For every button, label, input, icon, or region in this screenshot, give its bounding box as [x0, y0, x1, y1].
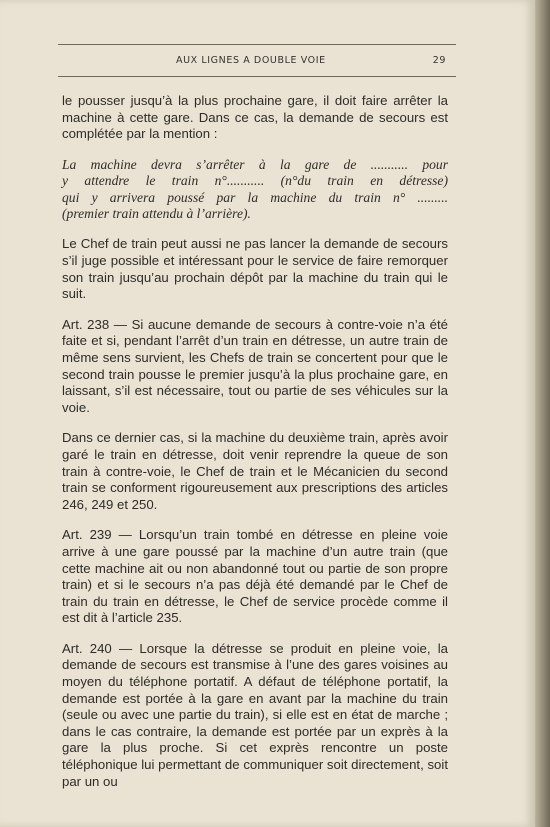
- mention-line: qui y arrivera poussé par la machine du train n° .........: [62, 189, 448, 205]
- paragraph-art-238: Art. 238 — Si aucune demande de secours à contre-voie n’a été faite et si, pendant l’arrêt d’un train en détresse, un autre train de même sens survient, les Chefs de train se concertent pour que le second train pousse le premier jusqu’à la plus prochaine gare, en laissant, s’il est nécessaire, tout ou partie de ses véhicules sur la voie.: [62, 316, 448, 415]
- italic-mention: [62, 157, 448, 223]
- paragraph-art-239: Art. 239 — Lorsqu’un train tombé en détresse en pleine voie arrive à une gare poussé par la machine d’un autre train (que cette machine ait ou non abandonné tout ou partie de son propre train) et si le secours n’a pas déjà été demandé par le Chef de train du train en détresse, le Chef de service procède comme il est dit à l’article 235.: [62, 527, 448, 626]
- paragraph: Dans ce dernier cas, si la machine du deuxième train, après avoir garé le train en détresse, doit venir reprendre la queue de son train à contre-voie, le Chef de train et le Mécanicien du second train se conforment rigoureusement aux prescriptions des articles 246, 249 et 250.: [62, 430, 448, 512]
- paragraph: Le Chef de train peut aussi ne pas lancer la demande de secours s’il juge possible et intéressant pour le service de faire remorquer son train jusqu’au prochain dépôt par la machine du train qui le suit.: [62, 236, 448, 302]
- mention-line: y attendre le train n°........... (n°du train en détresse): [62, 173, 448, 189]
- page-edge: [535, 0, 550, 827]
- header-rule-top: [58, 44, 456, 45]
- running-header: [58, 53, 456, 69]
- mention-line: (premier train attendu à l’arrière).: [62, 206, 251, 221]
- page-body: [62, 93, 448, 804]
- mention-line: La machine devra s’arrêter à la gare de ........... pour: [62, 156, 448, 172]
- running-title: AUX LIGNES A DOUBLE VOIE: [176, 55, 326, 66]
- paragraph-art-240: Art. 240 — Lorsque la détresse se produit en pleine voie, la demande de secours est transmise à l’une des gares voisines au moyen du téléphone portatif. A défaut de téléphone portatif, la demande est portée à la gare en avant par la machine du train (seule ou avec une partie du train), si elle est en état de marche ; dans le cas contraire, la demande est portée par un exprès à la gare la plus proche. Si cet exprès rencontre un poste téléphonique lui permettant de communiquer soit directement, soit par un ou: [62, 640, 448, 789]
- header-rule-bottom: [58, 76, 456, 77]
- paragraph: le pousser jusqu’à la plus prochaine gare, il doit faire arrêter la machine à cette gare. Dans ce cas, la demande de secours est complétée par la mention :: [62, 93, 448, 142]
- page-number: 29: [432, 55, 446, 66]
